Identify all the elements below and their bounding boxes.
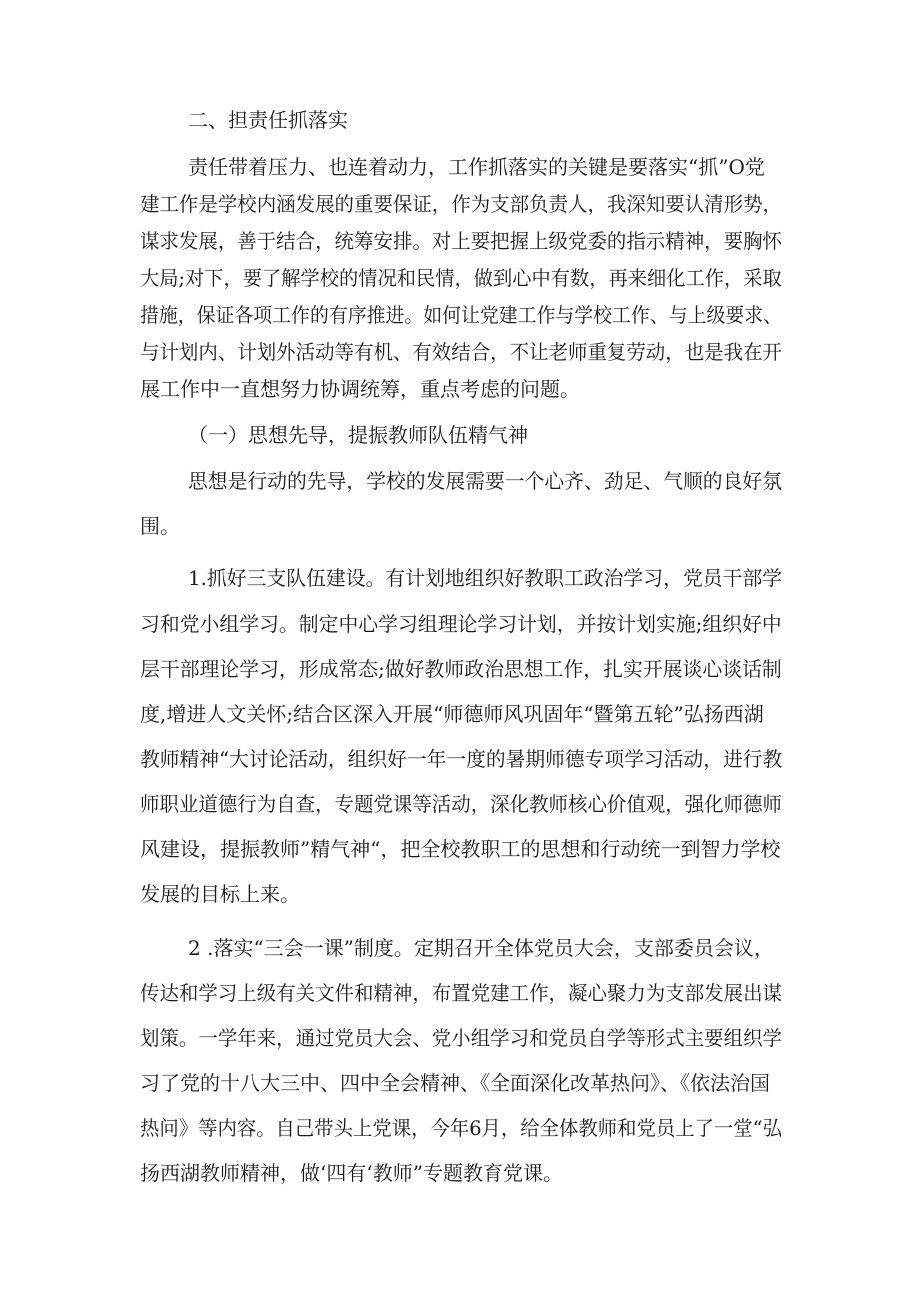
para1-line-6: 与计划内、计划外活动等有机、有效结合，不让老师重复劳动，也是我在开 [140,340,782,364]
section-heading: 二、担责任抓落实 [188,108,348,132]
para2-line-2: 围。 [140,514,180,538]
item1-line-4: 度,增进人文关怀;结合区深入开展“师德师风巩固年“暨第五轮”弘扬西湖 [140,702,764,726]
para2-line-1: 思想是行动的先导，学校的发展需要一个心齐、劲足、气顺的良好氛 [188,469,782,493]
item1-line-8: 发展的目标上来。 [140,882,300,906]
item1-line-2: 习和党小组学习。制定中心学习组理论学习计划，并按计划实施;组织好中 [140,612,782,636]
item2-line-5: 热问》等内容。自己带头上党课，今年6月，给全体教师和党员上了一堂“弘 [140,1116,782,1140]
para1-line-5: 措施，保证各项工作的有序推进。如何让党建工作与学校工作、与上级要求、 [140,303,782,327]
item1-line-3: 层干部理论学习，形成常态;做好教师政治思想工作，扎实开展谈心谈话制 [140,657,782,681]
item1-line-6: 师职业道德行为自查，专题党课等活动，深化教师核心价值观，强化师德师 [140,792,782,816]
item2-line-2: 传达和学习上级有关文件和精神，布置党建工作，凝心聚力为支部发展出谋 [140,981,782,1005]
item2-line-3: 划策。一学年来，通过党员大会、党小组学习和党员自学等形式主要组织学 [140,1026,782,1050]
para1-line-2: 建工作是学校内涵发展的重要保证，作为支部负责人，我深知要认清形势， [140,192,782,216]
item1-line-1: 1.抓好三支队伍建设。有计划地组织好教职工政治学习，党员干部学 [188,566,783,590]
subheading: （一）思想先导，提振教师队伍精气神 [188,423,528,447]
item1-line-5: 教师精神“大讨论活动，组织好一年一度的暑期师德专项学习活动，进行教 [140,747,783,771]
item2-line-1: 2 .落实“三会一课”制度。定期召开全体党员大会，支部委员会议， [188,936,774,960]
para1-line-7: 展工作中一直想努力协调统筹，重点考虑的问题。 [140,377,580,401]
item1-line-7: 风建设，提振教师”精气神“，把全校教职工的思想和行动统一到智力学校 [140,837,781,861]
para1-line-4: 大局;对下，要了解学校的情况和民情，做到心中有数，再来细化工作，采取 [140,266,782,290]
para1-line-1: 责任带着压力、也连着动力，工作抓落实的关键是要落实“抓”O党 [188,155,765,179]
item2-line-4: 习了党的十八大三中、四中全会精神、《全面深化改革热问》、《依法治国 [140,1071,770,1095]
para1-line-3: 谋求发展，善于结合，统筹安排。对上要把握上级党委的指示精神，要胸怀 [140,229,782,253]
item2-line-6: 扬西湖教师精神，做‘四有‘教师”专题教育党课。 [140,1161,563,1185]
